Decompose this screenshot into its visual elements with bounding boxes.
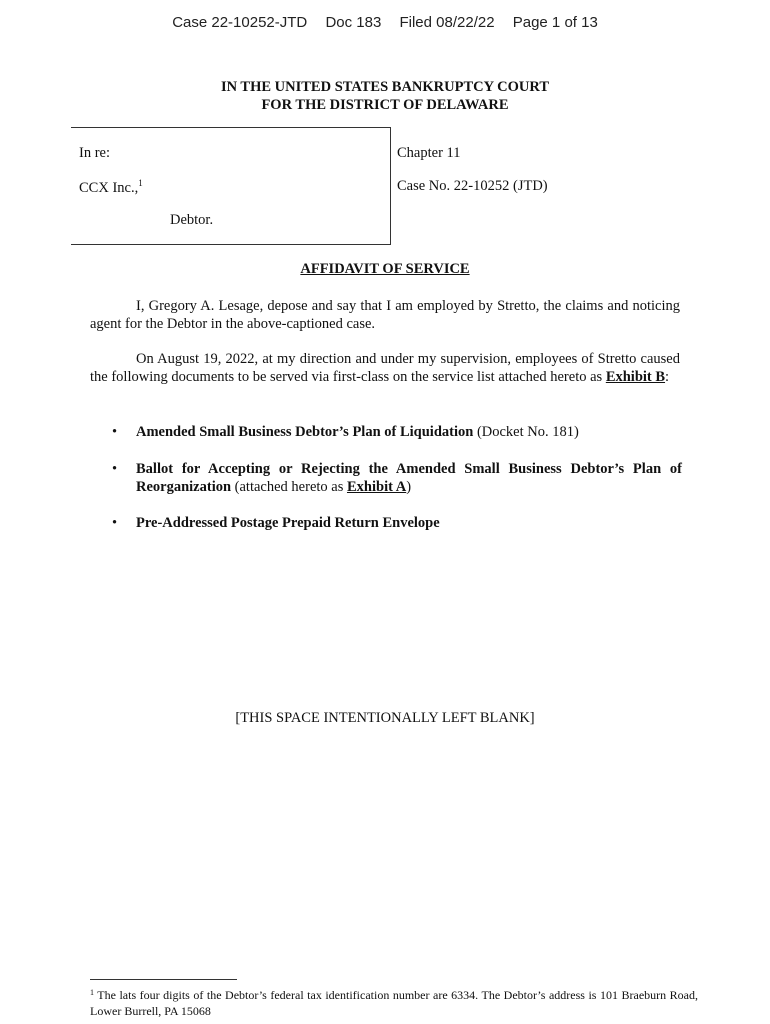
list-item-detail: (Docket No. 181): [473, 424, 579, 440]
page-number-stamp: Page 1 of 13: [512, 14, 598, 31]
court-heading-line-1: IN THE UNITED STATES BANKRUPTCY COURT: [220, 79, 550, 95]
debtor-name: [79, 178, 143, 197]
filed-date-stamp: Filed 08/22/22: [399, 14, 495, 31]
ecf-header-stamp: [0, 14, 770, 31]
paragraph-service-end: :: [665, 369, 670, 385]
footnote: [90, 985, 698, 1019]
list-item-detail: (attached hereto as: [231, 479, 347, 495]
footnote-marker: 1: [90, 988, 94, 997]
footnote-divider: [90, 979, 237, 980]
list-item-title: Amended Small Business Debtor’s Plan of Liquidation: [136, 424, 474, 440]
list-item-title: Pre-Addressed Postage Prepaid Return Envelope: [136, 515, 440, 531]
court-heading-line-2: FOR THE DISTRICT OF DELAWARE: [261, 97, 509, 113]
footnote-reference: 1: [138, 178, 143, 188]
document-title: AFFIDAVIT OF SERVICE: [300, 261, 470, 277]
paragraph-service: [90, 350, 680, 386]
paragraph-service-text: On August 19, 2022, at my direction and under my supervision, employees of Stretto caused the following documents to be served via first-class on the service list attached hereto as: [90, 351, 680, 385]
intentionally-blank-notice: [THIS SPACE INTENTIONALLY LEFT BLANK]: [235, 710, 535, 726]
list-item: [112, 514, 682, 532]
debtor-name-text: CCX Inc.,: [79, 180, 139, 196]
exhibit-b-reference: Exhibit B: [605, 369, 666, 385]
list-item-title: Ballot for Accepting or Rejecting the Amended Small Business Debtor’s Plan of Reorganization: [136, 461, 682, 495]
case-number-label: Case No. 22-10252 (JTD): [397, 178, 548, 194]
bullet-icon: •: [112, 424, 118, 440]
debtor-label: Debtor.: [170, 212, 214, 228]
exhibit-a-reference: Exhibit A: [346, 479, 407, 495]
in-re-label: In re:: [79, 145, 110, 161]
paragraph-employment: I, Gregory A. Lesage, depose and say that I am employed by Stretto, the claims and noticing agent for the Debtor in the above-captioned case.: [90, 298, 680, 332]
list-item: [112, 460, 682, 496]
chapter-label: Chapter 11: [397, 145, 461, 161]
court-heading: [0, 78, 770, 114]
list-item-detail-end: ): [406, 479, 412, 495]
list-item: [112, 423, 682, 441]
doc-number-stamp: Doc 183: [325, 14, 382, 31]
bullet-icon: •: [112, 515, 118, 531]
footnote-text: The lats four digits of the Debtor’s federal tax identification number are 6334. The Debtor’s address is 101 Braeburn Road, Lower Burrell, PA 15068: [90, 988, 698, 1018]
bullet-icon: •: [112, 461, 118, 477]
case-number-stamp: Case 22-10252-JTD: [172, 14, 308, 31]
